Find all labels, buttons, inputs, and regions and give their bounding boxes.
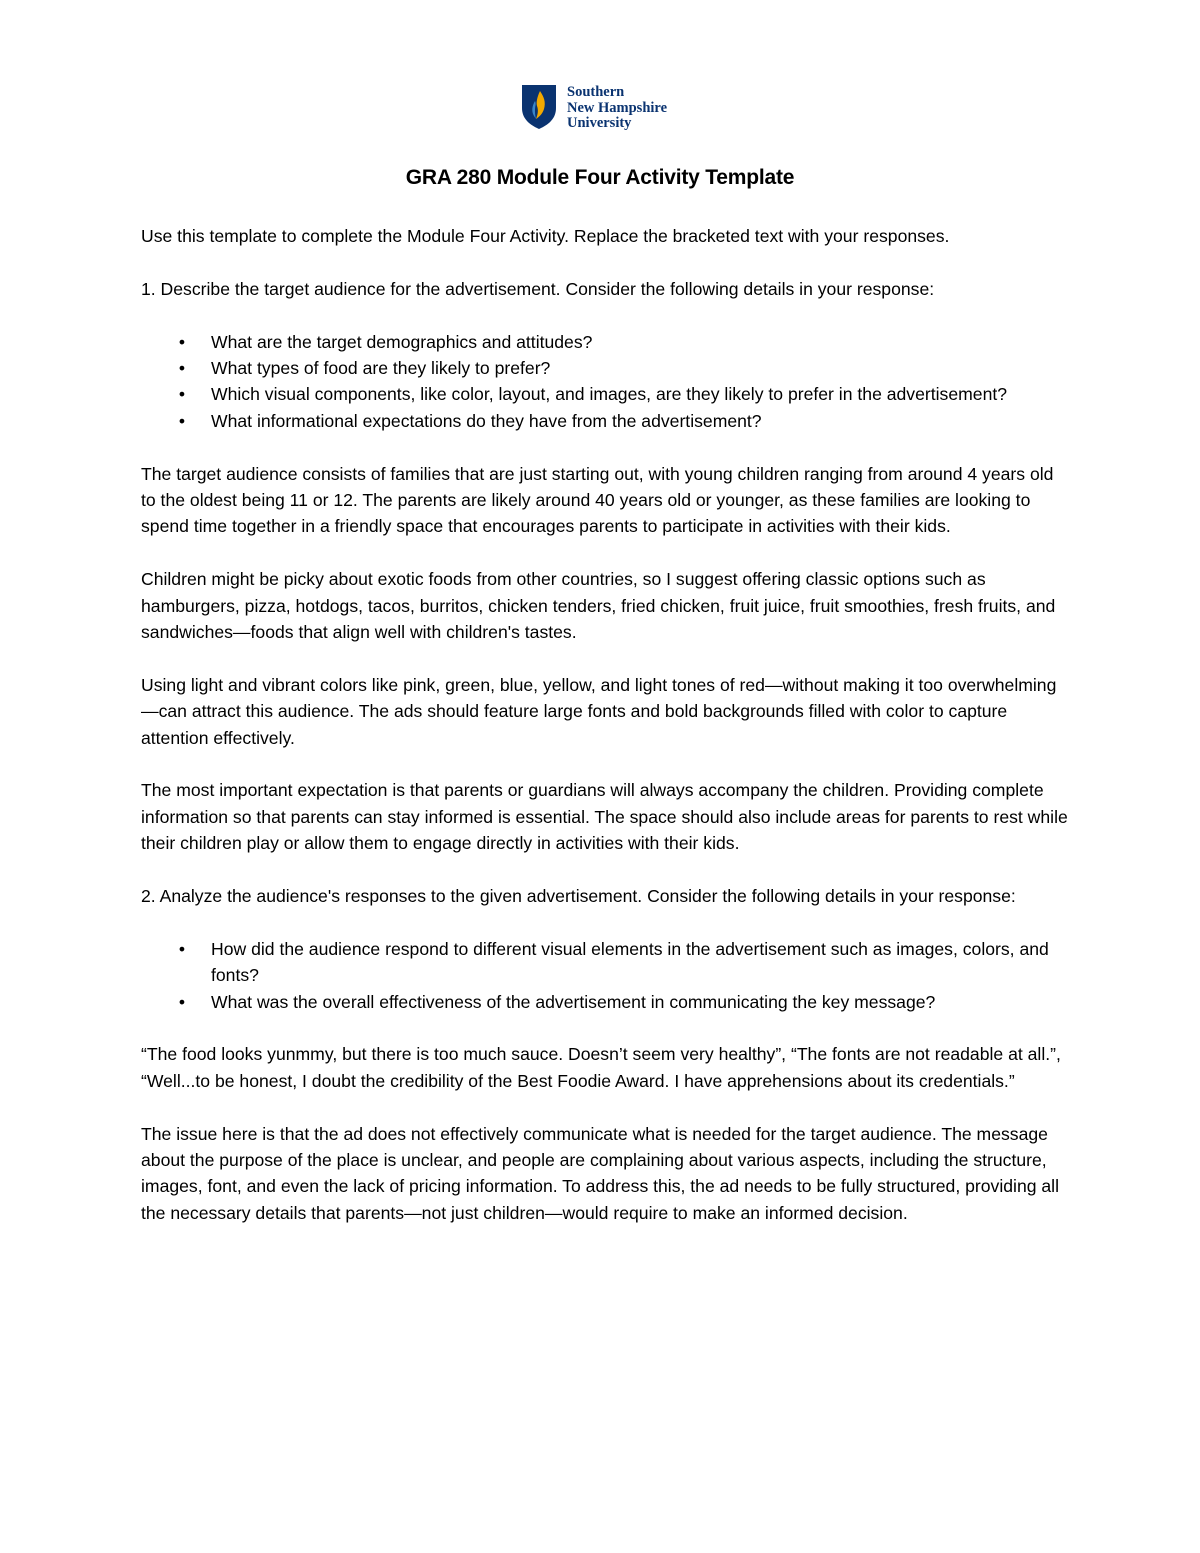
list-item <box>141 408 1071 434</box>
answer-2-paragraph: The issue here is that the ad does not effectively communicate what is needed for the target audience. The message about the purpose of the place is unclear, and people are complaining about various aspects, including the structure, images, font, and even the lack of pricing information. To address this, the ad needs to be fully structured, providing all the necessary details that parents—not just children—would require to make an informed decision. <box>141 1123 1060 1223</box>
list-item <box>141 381 1071 407</box>
answer-1-paragraph: Children might be picky about exotic foods from other countries, so I suggest offering classic options such as hamburgers, pizza, hotdogs, tacos, burritos, chicken tenders, fried chicken, fruit juice, fruit smoothies, fresh fruits, and sandwiches—foods that align well with children's tastes. <box>141 569 1056 643</box>
list-item <box>141 989 1071 1015</box>
answer-2-paragraph: “The food looks yunmmy, but there is too much sauce. Doesn’t seem very healthy”, “The fonts are not readable at all.”, “Well...to be honest, I doubt the credibility of the Best Foodie Award. I have apprehensions about its credentials.” <box>141 1044 1061 1091</box>
list-item <box>141 355 1071 381</box>
question-2-bullets <box>141 936 1071 1015</box>
question-1: 1. Describe the target audience for the advertisement. Consider the following details in your response: <box>141 278 935 299</box>
document-body <box>141 223 1071 1253</box>
list-item <box>141 936 1071 989</box>
document-title: GRA 280 Module Four Activity Template <box>405 166 795 189</box>
bullet-icon: • <box>178 938 186 959</box>
shield-flame-icon <box>521 84 557 130</box>
intro-paragraph: Use this template to complete the Module Four Activity. Replace the bracketed text with your responses. <box>141 226 950 246</box>
bullet-text: What are the target demographics and attitudes? <box>211 331 593 352</box>
answer-1-paragraph: The target audience consists of families that are just starting out, with young children ranging from around 4 years old to the oldest being 11 or 12. The parents are likely around 40 years old or younger, as these families are looking to spend time together in a friendly space that encourages parents to participate in activities with their kids. <box>141 463 1054 537</box>
bullet-icon: • <box>178 331 186 352</box>
logo-line-3: University <box>567 115 632 131</box>
question-1-bullets <box>141 329 1071 435</box>
university-name <box>567 85 667 132</box>
bullet-icon: • <box>178 358 186 378</box>
bullet-icon: • <box>178 410 186 431</box>
bullet-text: What types of food are they likely to prefer? <box>211 358 551 378</box>
bullet-icon: • <box>178 384 186 405</box>
bullet-text: What informational expectations do they have from the advertisement? <box>211 410 762 431</box>
logo-line-1: Southern <box>567 84 625 100</box>
bullet-icon: • <box>178 991 186 1012</box>
question-2: 2. Analyze the audience's responses to the given advertisement. Consider the following details in your response: <box>141 886 1016 907</box>
answer-1-paragraph: Using light and vibrant colors like pink, green, blue, yellow, and light tones of red—without making it too overwhelming—can attract this audience. The ads should feature large fonts and bold backgrounds filled with color to capture attention effectively. <box>141 674 1057 748</box>
logo-line-2: New Hampshire <box>567 99 668 116</box>
bullet-text: Which visual components, like color, layout, and images, are they likely to prefer in the advertisement? <box>211 384 1008 405</box>
list-item <box>141 329 1071 355</box>
answer-1-paragraph: The most important expectation is that parents or guardians will always accompany the children. Providing complete information so that parents can stay informed is essential. The space should also include areas for parents to rest while their children play or allow them to engage directly in activities with their kids. <box>141 780 1068 854</box>
bullet-text: What was the overall effectiveness of the advertisement in communicating the key message? <box>211 991 936 1012</box>
university-logo <box>521 84 667 132</box>
bullet-text: How did the audience respond to different visual elements in the advertisement such as images, colors, and fonts? <box>211 938 1049 986</box>
